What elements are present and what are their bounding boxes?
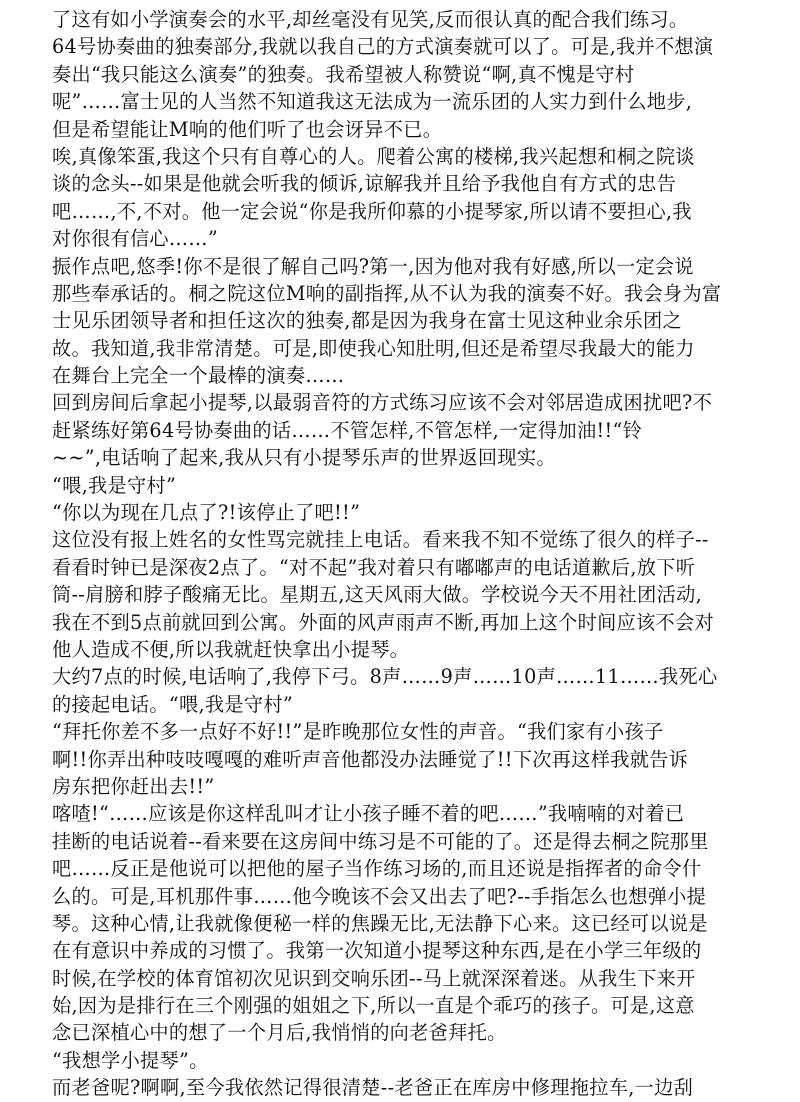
text-line: “喂,我是守村” [52,473,177,497]
text-line: 吧……反正是他说可以把他的屋子当作练习场的,而且还说是指挥者的命令什 [52,857,702,881]
text-line: “拜托你差不多一点好不好!!”是昨晚那位女性的声音。“我们家有小孩子 [52,720,664,744]
text-line: 筒--肩膀和脖子酸痛无比。星期五,这天风雨大做。学校说今天不用社团活动, [52,583,702,607]
text-line: 了这有如小学演奏会的水平,却丝毫没有见笑,反而很认真的配合我们练习。 [52,8,689,31]
text-line: 么的。可是,耳机那件事……他今晚该不会又出去了吧?--手指怎么也想弹小提 [52,884,707,908]
text-line: 吧……,不,不对。他一定会说“你是我所仰慕的小提琴家,所以请不要担心,我 [52,199,692,223]
text-line: 始,因为是排行在三个刚强的姐姐之下,所以一直是个乖巧的孩子。可是,这意 [52,994,695,1018]
text-line: 士见乐团领导者和担任这次的独奏,都是因为我身在富士见这种业余乐团之 [52,309,682,333]
text-line: 但是希望能让M响的他们听了也会讶异不已。 [52,117,443,141]
text-line: “你以为现在几点了?!该停止了吧!!” [52,501,361,525]
text-line: 唉,真像笨蛋,我这个只有自尊心的人。爬着公寓的楼梯,我兴起想和桐之院谈 [52,144,695,168]
text-line: 奏出“我只能这么演奏”的独奏。我希望被人称赞说“啊,真不愧是守村 [52,62,635,86]
text-line: 谈的念头--如果是他就会听我的倾诉,谅解我并且给予我他自有方式的忠告 [52,172,677,196]
text-line: 他人造成不便,所以我就赶快拿出小提琴。 [52,637,410,661]
text-line: 而老爸呢?啊啊,至今我依然记得很清楚--老爸正在库房中修理拖拉车,一边刮 [52,1076,694,1100]
text-line: 念已深植心中的想了一个月后,我悄悄的向老爸拜托。 [52,1021,507,1045]
text-line: 赶紧练好第64号协奏曲的话……不管怎样,不管怎样,一定得加油!!“铃 [52,418,643,442]
text-line: 64号协奏曲的独奏部分,我就以我自己的方式演奏就可以了。可是,我并不想演 [52,35,714,59]
text-line: 挂断的电话说着--看来要在这房间中练习是不可能的了。还是得去桐之院那里 [52,829,709,853]
text-line: 回到房间后拿起小提琴,以最弱音符的方式练习应该不会对邻居造成困扰吧?不 [52,391,713,415]
text-line: 看看时钟已是深夜2点了。“对不起”我对着只有嘟嘟声的电话道歉后,放下听 [52,555,696,579]
text-line: 对你很有信心……” [52,227,219,251]
text-line: 我在不到5点前就回到公寓。外面的风声雨声不断,再加上这个时间应该不会对 [52,610,714,634]
text-line: 琴。这种心情,让我就像便秘一样的焦躁无比,无法静下心来。这已经可以说是 [52,911,708,935]
body-text [52,6,757,1102]
text-line: 房东把你赶出去!!” [52,774,215,798]
text-line: 故。我知道,我非常清楚。可是,即使我心知肚明,但还是希望尽我最大的能力 [52,336,695,360]
text-line: 啊!!你弄出种吱吱嘎嘎的难听声音他都没办法睡觉了!!下次再这样我就告诉 [52,747,689,771]
text-line: 振作点吧,悠季!你不是很了解自己吗?第一,因为他对我有好感,所以一定会说 [52,254,694,278]
text-line: “我想学小提琴”。 [52,1048,209,1072]
text-line: 喀喳!“……应该是你这样乱叫才让小孩子睡不着的吧……”我喃喃的对着已 [52,802,685,826]
text-line: 那些奉承话的。桐之院这位M响的副指挥,从不认为我的演奏不好。我会身为富 [52,281,722,305]
text-line: 的接起电话。“喂,我是守村” [52,692,293,716]
text-line: 时候,在学校的体育馆初次见识到交响乐团--马上就深深着迷。从我生下来开 [52,966,696,990]
text-line: 在舞台上完全一个最棒的演奏…… [52,364,345,388]
text-line: 呢”……富士见的人当然不知道我这无法成为一流乐团的人实力到什么地步, [52,90,693,114]
text-line: 在有意识中养成的习惯了。我第一次知道小提琴这种东西,是在小学三年级的 [52,939,702,963]
text-line: 这位没有报上姓名的女性骂完就挂上电话。看来我不知不觉练了很久的样子-- [52,528,709,552]
text-line: ~~”,电话响了起来,我从只有小提琴乐声的世界返回现实。 [52,446,556,470]
text-line: 大约7点的时候,电话响了,我停下弓。8声……9声……10声……11……我死心 [52,665,718,689]
